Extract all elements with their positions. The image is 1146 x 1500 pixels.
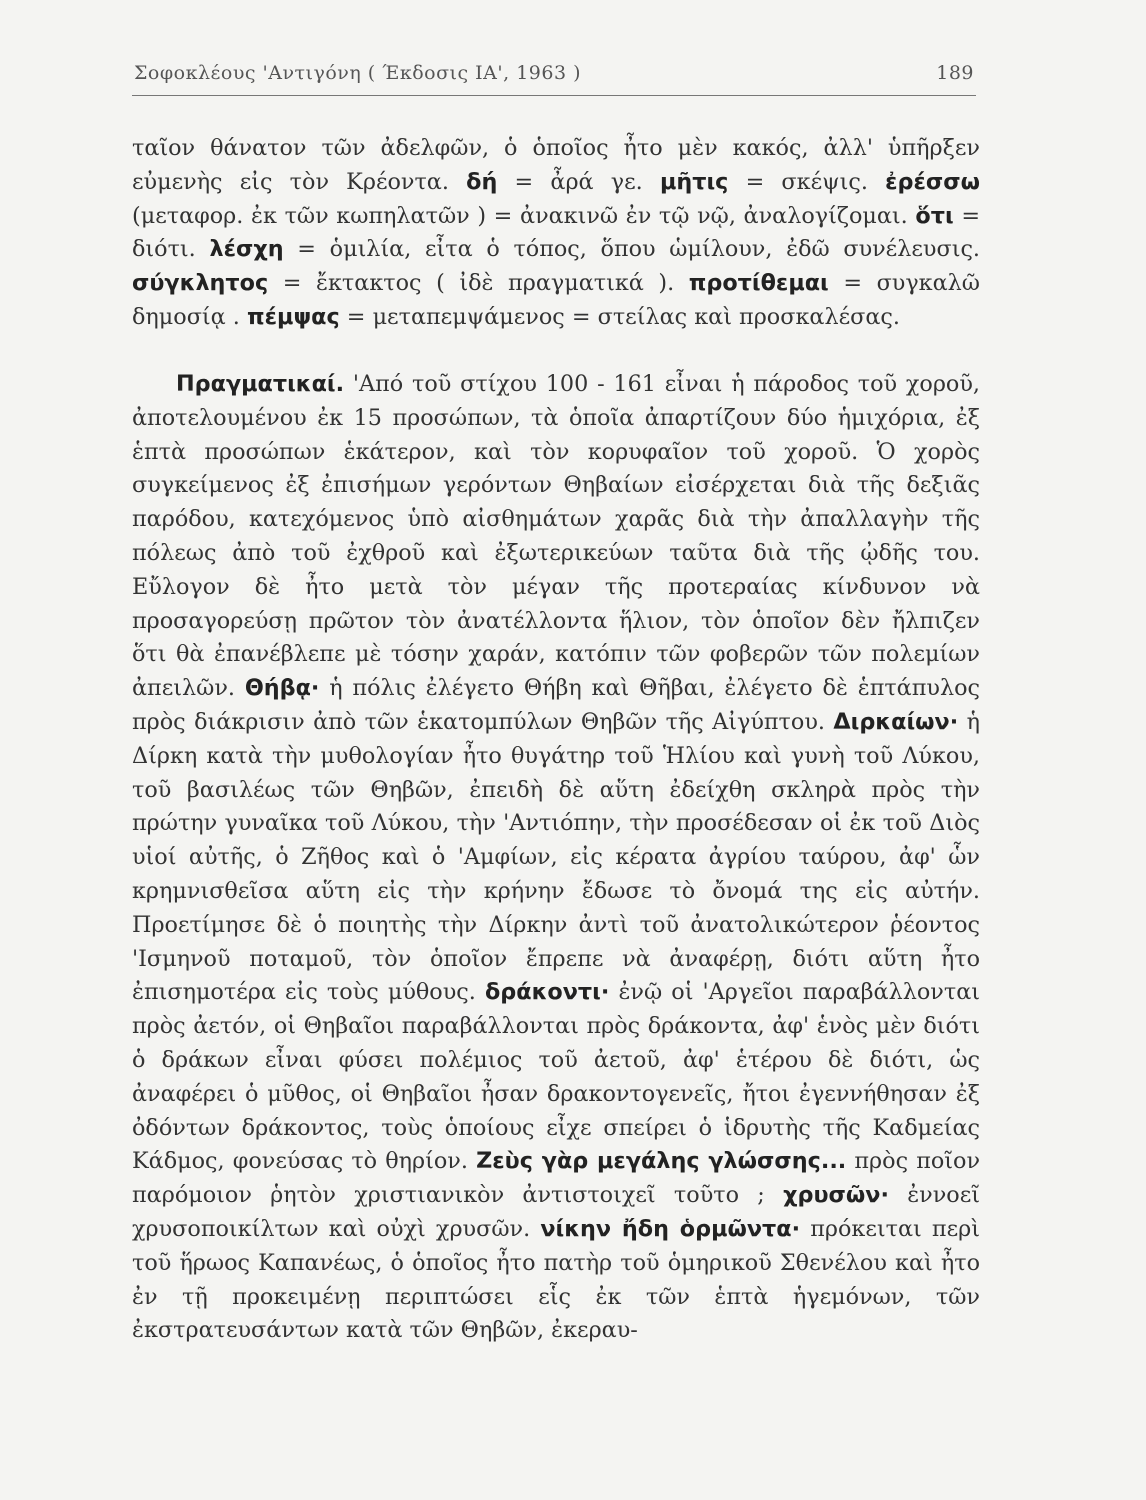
gloss-text: = ἆρά γε. [514,168,643,195]
pragmatika-paragraph [132,368,980,1348]
gloss-text: = μεταπεμψάμενος = στείλας καὶ προσκαλέσας. [346,303,900,330]
glossary-paragraph [132,132,980,335]
gloss-headword: μῆτις [659,168,729,195]
running-title: Σοφοκλέους 'Αντιγόνη ( Έκδοσις ΙΑ', 1963 ) [134,62,582,84]
running-header [134,62,974,84]
gloss-text: (μεταφορ. ἐκ τῶν κωπηλατῶν ) = ἀνακινῶ ἐν τῷ νῷ, ἀναλογίζομαι. [132,202,908,229]
commentary-headword: χρυσῶν· [783,1182,889,1209]
commentary-text: πρὸς ποῖον παρόμοιον ῥητὸν χριστιανικὸν ἀντιστοιχεῖ τοῦτο ; [132,1148,981,1209]
commentary-text: πρόκειται περὶ τοῦ ἥρωος Καπανέως, ὁ ὁποῖος ἦτο πατὴρ τοῦ ὁμηρικοῦ Σθενέλου καὶ ἦτο ἐν τῇ προκειμένῃ περιπτώσει εἷς ἐκ τῶν ἑπτὰ ἡγεμόνων, τῶν ἐκστρατευσάντων κατὰ τῶν Θηβῶν, ἐκεραυ- [132,1215,980,1344]
commentary-headword: δράκοντι· [484,979,610,1006]
commentary-text: ἡ Δίρκη κατὰ τὴν μυθολογίαν ἦτο θυγάτηρ τοῦ Ἡλίου καὶ γυνὴ τοῦ Λύκου, τοῦ βασιλέως τῶν Θηβῶν, ἐπειδὴ δὲ αὕτη ἐδείχθη σκληρὰ πρὸς τὴν πρώτην γυναῖκα τοῦ Λύκου, τὴν 'Αντιόπην, τὴν προσέδεσαν οἱ ἐκ τοῦ Διὸς υἱοί αὐτῆς, ὁ Ζῆθος καὶ ὁ 'Αμφίων, εἰς κέρατα ἀγρίου ταύρου, ἀφ' ὧν κρημνισθεῖσα αὕτη εἰς τὴν κρήνην ἔδωσε τὸ ὄνομά της εἰς αὐτήν. Προετίμησε δὲ ὁ ποιητὴς τὴν Δίρκην ἀντὶ τοῦ ἀνατολικώτερον ῥέοντος 'Ισμηνοῦ ποταμοῦ, τὸν ὁποῖον ἔπρεπε νὰ ἀναφέρῃ, διότι αὕτη ἦτο ἐπισημοτέρα εἰς τοὺς μύθους. [132,708,980,1006]
gloss-text: = σκέψις. [745,168,868,195]
commentary-text: ἐνῷ οἱ 'Αργεῖοι παραβάλλονται πρὸς ἀετόν, οἱ Θηβαῖοι παραβάλλονται πρὸς δράκοντα, ἀφ' ἑνὸς μὲν διότι ὁ δράκων εἶναι φύσει πολέμιος τοῦ ἀετοῦ, ἀφ' ἑτέρου δὲ διότι, ὡς ἀναφέρει ὁ μῦθος, οἱ Θηβαῖοι ἦσαν δρακοντογενεῖς, ἤτοι ἐγεννήθησαν ἐξ ὀδόντων δράκοντος, τοὺς ὁποίους εἶχε σπείρει ὁ ἱδρυτὴς τῆς Καδμείας Κάδμος, φονεύσας τὸ θηρίον. [132,979,980,1175]
gloss-headword: προτίθεμαι [688,270,829,297]
gloss-text: = συγκαλῶ δημοσίᾳ . [132,270,980,330]
commentary-text: ἐννοεῖ χρυσοποικίλτων καὶ οὐχὶ χρυσῶν. [132,1182,981,1242]
gloss-text: = ὁμιλία, εἶτα ὁ τόπος, ὅπου ὡμίλουν, ἐδῶ συνέλευσις. [297,236,981,263]
gloss-headword: λέσχη [209,236,284,263]
commentary-headword: Θήβᾳ· [244,675,320,702]
commentary-text: ἡ πόλις ἐλέγετο Θήβη καὶ Θῆβαι, ἐλέγετο δὲ ἑπτάπυλος πρὸς διάκρισιν ἀπὸ τῶν ἑκατομπύλων Θηβῶν τῆς Αἰγύπτου. [132,675,980,735]
section-heading: Πραγματικαί. [176,371,345,397]
gloss-headword: σύγκλητος [132,270,269,297]
commentary-headword: νίκην ἤδη ὁρμῶντα· [540,1215,801,1242]
gloss-headword: δή [466,168,498,195]
commentary-text: 'Από τοῦ στίχου 100 - 161 εἶναι ἡ πάροδος τοῦ χοροῦ, ἀποτελουμένου ἐκ 15 προσώπων, τὰ ὁποῖα ἀπαρτίζουν δύο ἡμιχόρια, ἐξ ἑπτὰ προσώπων ἑκάτερον, καὶ τὸν κορυφαῖον τοῦ χοροῦ. Ὁ χορὸς συγκείμενος ἐξ ἐπισήμων γερόντων Θηβαίων εἰσέρχεται διὰ τῆς δεξιᾶς παρόδου, κατεχόμενος ὑπὸ αἰσθημάτων χαρᾶς διὰ τὴν ἀπαλλαγὴν τῆς πόλεως ἀπὸ τοῦ ἐχθροῦ καὶ ἐξωτερικεύων ταῦτα διὰ τῆς ᾠδῆς του. Εὔλογον δὲ ἦτο μετὰ τὸν μέγαν τῆς προτεραίας κίνδυνον νὰ προσαγορεύσῃ πρῶτον τὸν ἀνατέλλοντα ἥλιον, τὸν ὁποῖον δὲν ἤλπιζεν ὅτι θὰ ἐπανέβλεπε μὲ τόσην χαράν, κατόπιν τῶν φοβερῶν τῶν πολεμίων ἀπειλῶν. [132,371,980,702]
gloss-headword: ἐρέσσω [885,168,981,195]
gloss-text: ταῖον θάνατον τῶν ἀδελφῶν, ὁ ὁποῖος ἦτο μὲν κακός, ἀλλ' ὑπῆρξεν εὐμενὴς εἰς τὸν Κρέοντα. [132,135,980,195]
gloss-text: = διότι. [132,202,980,263]
gloss-headword: πέμψας [247,303,340,330]
header-rule [132,95,976,96]
commentary-headword: Ζεὺς γὰρ μεγάλης γλώσσης... [476,1148,847,1175]
gloss-headword: ὅτι [915,202,954,229]
commentary-headword: Διρκαίων· [833,708,959,735]
page-number: 189 [936,62,974,84]
gloss-text: = ἔκτακτος ( ἰδὲ πραγματικά ). [282,270,675,297]
